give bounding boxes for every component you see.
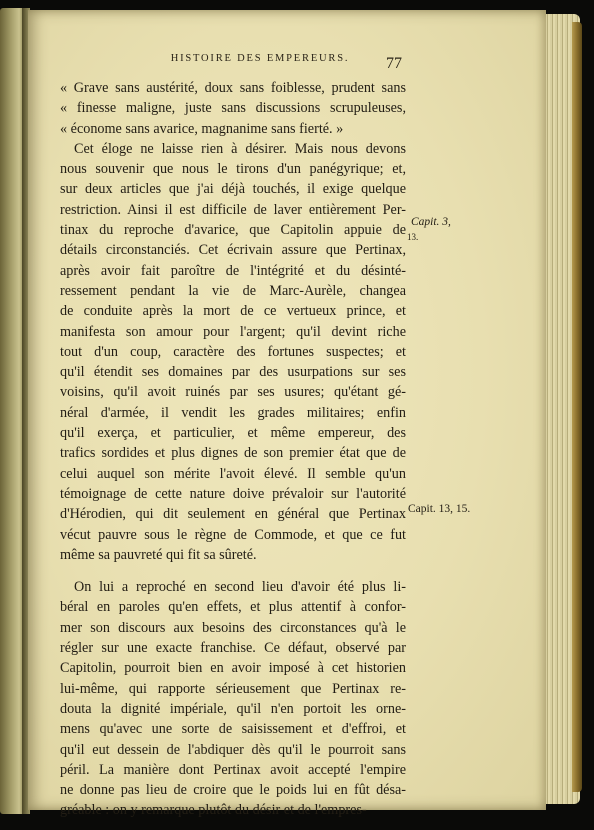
text-line: nous souvenir que nous le tirons d'un panégyrique; et, <box>60 161 406 178</box>
text-line: voisins, qu'il avoit ruinés par ses usures; qu'étant gé- <box>60 384 406 401</box>
text-line: détails circonstanciés. Cet écrivain assure que Pertinax, <box>60 242 406 259</box>
text-line: qu'il étendit ses domaines par des usurpations sur ses <box>60 364 406 381</box>
text-line: néral d'armée, il vendit les grades militaires; enfin <box>60 404 406 421</box>
margin-note-capit-3-sup: 13. <box>407 232 419 242</box>
text-line: douta la dignité impériale, qu'il n'en portoit les orne- <box>60 700 406 717</box>
text-line: « économe sans avarice, magnanime sans fierté. » <box>60 120 344 137</box>
paragraph-quote <box>60 78 406 139</box>
text-line: « finesse maligne, juste sans discussions scrupuleuses, <box>60 100 406 117</box>
text-line: après avoir fait paroître de l'intégrité et du désinté- <box>60 262 406 279</box>
paragraph-reproche <box>60 577 406 821</box>
text-line: restriction. Ainsi il est difficile de laver entièrement Per- <box>60 201 406 218</box>
text-line: sur deux articles que j'ai déjà touchés, il exige quelque <box>60 181 406 198</box>
text-line: ressement pendant la vie de Marc-Aurèle, changea <box>60 282 406 299</box>
page-number: 77 <box>386 55 402 72</box>
text-line: tinax du reproche d'avarice, que Capitolin appuie de <box>60 222 406 239</box>
text-line: régler sur une exacte franchise. Ce défaut, observé par <box>60 640 406 657</box>
text-line: On lui a reproché en second lieu d'avoir été plus li- <box>74 579 406 596</box>
text-line: Cet éloge ne laisse rien à désirer. Mais nous devons <box>74 140 406 157</box>
text-line: d'Hérodien, qui dit seulement en général que Pertinax <box>60 506 406 523</box>
text-line: tout d'un coup, caractère des fortunes suspectes; et <box>60 343 406 360</box>
text-line: béral en paroles qu'en effets, et plus attentif à confor- <box>60 599 406 616</box>
left-page-edge <box>0 8 24 814</box>
text-line: qu'il eut dessein de l'abdiquer dès qu'il le pourroit sans <box>60 741 406 758</box>
text-line: même sa pauvreté qui fit sa sûreté. <box>60 546 257 563</box>
text-line: ne donne pas lieu de croire que le poids lui en fût désa- <box>60 782 406 799</box>
body-text <box>60 78 406 821</box>
text-line: trafics sordides et plus dignes de son premier état que de <box>60 445 406 462</box>
text-line: celui auquel son mérite l'avoit élevé. Il semble qu'un <box>60 465 406 482</box>
text-line: gréable : on y remarque plutôt du désir et de l'empres- <box>60 802 367 819</box>
paragraph-eloge <box>60 139 406 565</box>
text-line: témoignage de cette nature doive prévaloir sur l'autorité <box>60 485 406 502</box>
text-line: manifesta son amour pour l'argent; qu'il devint riche <box>60 323 406 340</box>
text-line: de conduite après la mort de ce vertueux prince, et <box>60 303 406 320</box>
text-line: « Grave sans austérité, doux sans foiblesse, prudent sans <box>60 80 406 96</box>
text-line: mer son discours aux besoins des circonstances qu'à le <box>60 619 406 636</box>
book-cover-edge <box>572 22 582 792</box>
text-line: mens qu'avec une sorte de saisissement et d'effroi, et <box>60 721 406 738</box>
text-line: lui-même, qui rapporte sérieusement que Pertinax re- <box>60 680 406 697</box>
margin-note-capit-13-15: Capit. 13, 15. <box>408 503 471 515</box>
text-line: qu'il exerça, et particulier, et même empereur, des <box>60 425 406 442</box>
running-head: HISTOIRE DES EMPEREURS. <box>170 53 350 64</box>
text-line: péril. La manière dont Pertinax avoit accepté l'empire <box>60 761 406 778</box>
margin-note-capit-3: Capit. 3, <box>411 216 451 228</box>
text-line: Capitolin, pourroit bien en avoir imposé à cet historien <box>60 660 406 677</box>
text-line: vécut pauvre sous le règne de Commode, et que ce fut <box>60 526 406 543</box>
